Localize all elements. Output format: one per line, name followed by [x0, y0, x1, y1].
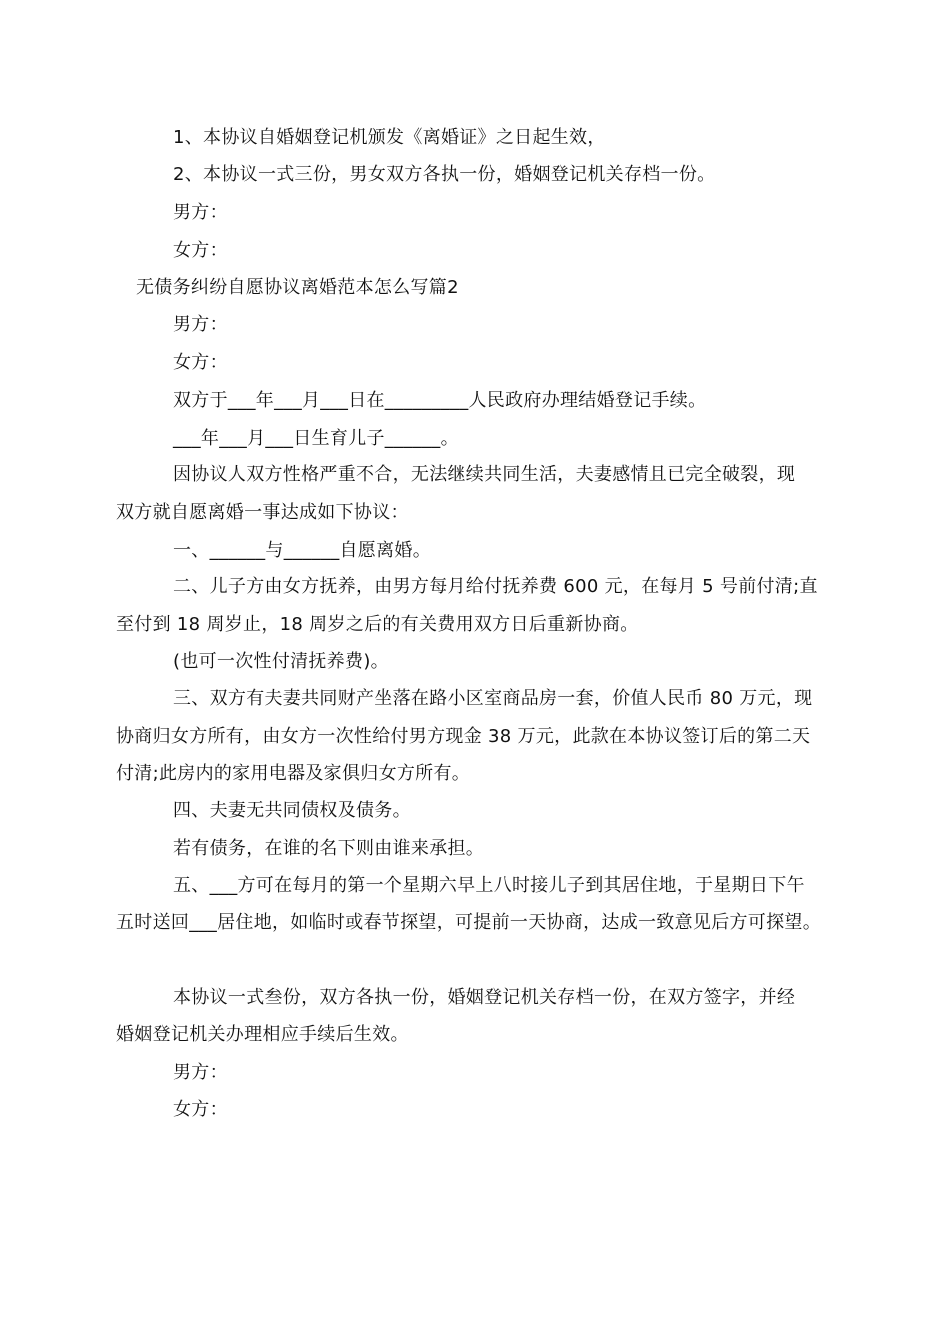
clause-two-line-2: 至付到 18 周岁止，18 周岁之后的有关费用双方日后重新协商。	[116, 614, 639, 635]
clause-two-note: (也可一次性付清抚养费)。	[173, 651, 389, 672]
party-female-label: 女方：	[173, 352, 228, 373]
party-male-label: 男方：	[173, 314, 228, 335]
clause-effective-date: 1、本协议自婚姻登记机颁发《离婚证》之日起生效，	[173, 127, 606, 148]
clause-copies: 2、本协议一式三份，男女双方各执一份，婚姻登记机关存档一份。	[173, 164, 716, 185]
clause-four: 四、夫妻无共同债权及债务。	[173, 800, 411, 821]
clause-five-line-1: 五、___方可在每月的第一个星期六早上八时接儿子到其居住地，于星期日下午	[173, 875, 805, 896]
clause-two-line-1: 二、儿子方由女方抚养，由男方每月给付抚养费 600 元，在每月 5 号前付清;直	[173, 576, 818, 597]
closing-paragraph-line-2: 婚姻登记机关办理相应手续后生效。	[116, 1024, 409, 1045]
clause-three-line-1: 三、双方有夫妻共同财产坐落在路小区室商品房一套，价值人民币 80 万元，现	[173, 688, 813, 709]
clause-three-line-2: 协商归女方所有，由女方一次性给付男方现金 38 万元，此款在本协议签订后的第二天	[116, 726, 811, 747]
section-heading: 无债务纠纷自愿协议离婚范本怎么写篇2	[136, 277, 459, 298]
closing-paragraph-line-1: 本协议一式叁份，双方各执一份，婚姻登记机关存档一份，在双方签字，并经	[173, 987, 796, 1008]
clause-one: 一、______与______自愿离婚。	[173, 540, 431, 561]
reason-paragraph-line-1: 因协议人双方性格严重不合，无法继续共同生活，夫妻感情且已完全破裂，现	[173, 464, 796, 485]
marriage-registration-line: 双方于___年___月___日在_________人民政府办理结婚登记手续。	[173, 390, 707, 411]
signature-female-label: 女方：	[173, 240, 228, 261]
closing-female-label: 女方：	[173, 1099, 228, 1120]
clause-five-line-2: 五时送回___居住地，如临时或春节探望，可提前一天协商，达成一致意见后方可探望。	[116, 912, 821, 933]
clause-three-line-3: 付清;此房内的家用电器及家俱归女方所有。	[116, 763, 471, 784]
clause-four-note: 若有债务，在谁的名下则由谁来承担。	[173, 838, 485, 859]
closing-male-label: 男方：	[173, 1062, 228, 1083]
reason-paragraph-line-2: 双方就自愿离婚一事达成如下协议：	[116, 502, 409, 523]
child-birth-line: ___年___月___日生育儿子______。	[173, 428, 459, 449]
signature-male-label: 男方：	[173, 202, 228, 223]
